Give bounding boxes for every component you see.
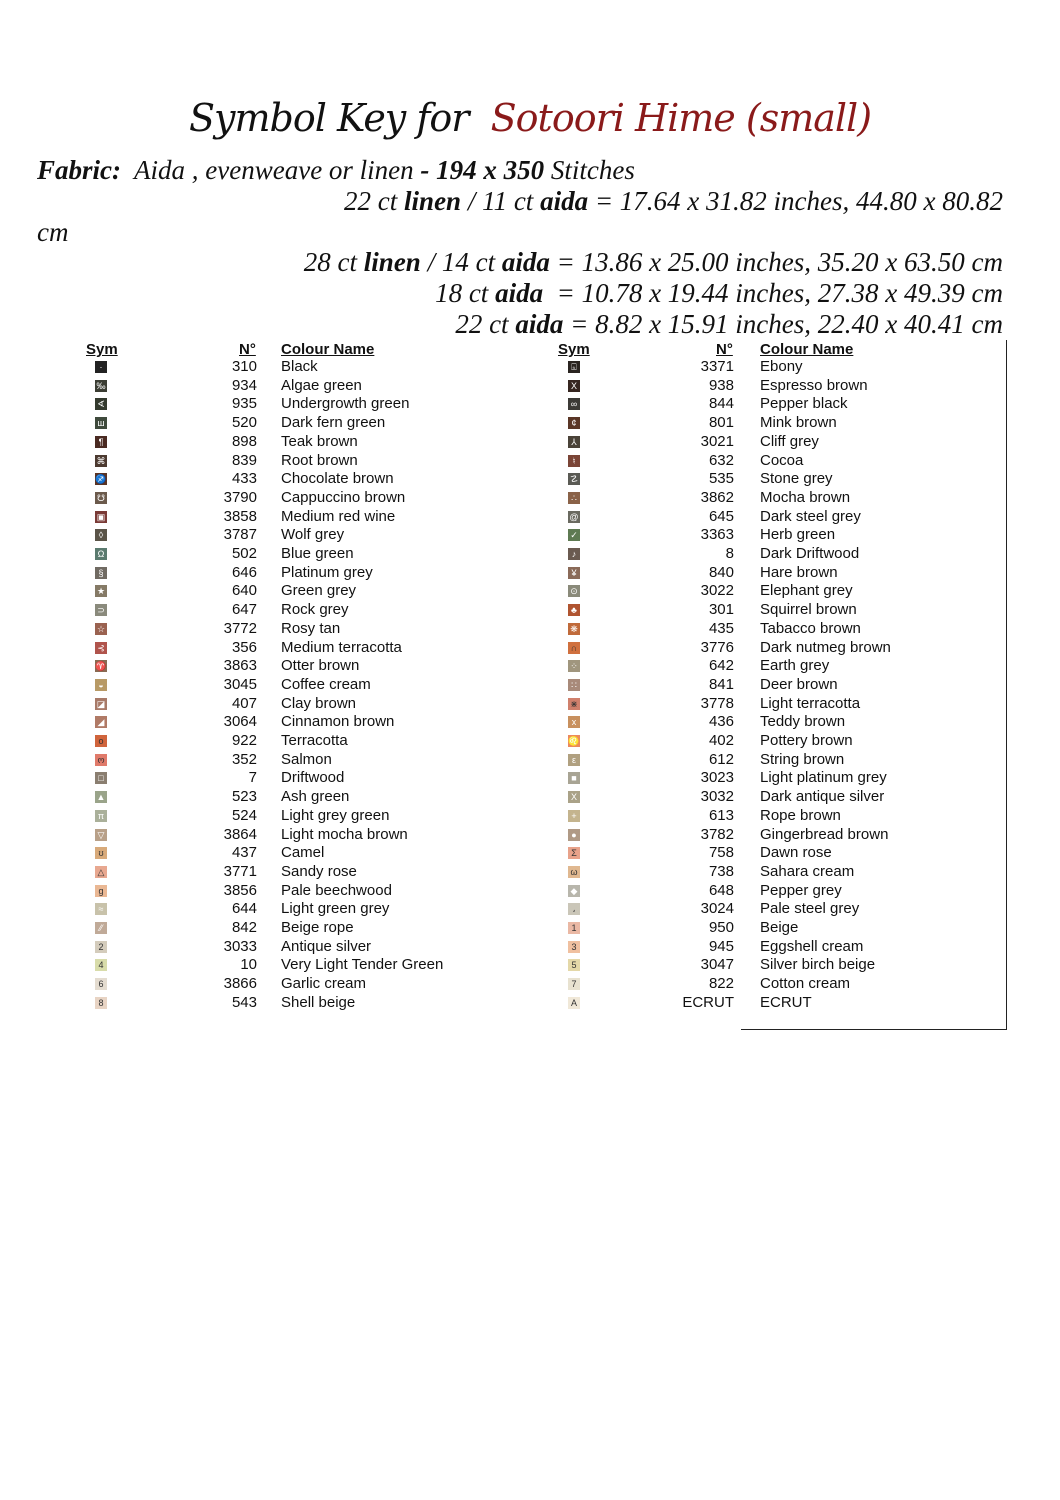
colour-name: Salmon: [281, 750, 332, 768]
thread-number: 3778: [700, 694, 734, 712]
symbol-swatch: ¢: [568, 417, 580, 429]
thread-number: 352: [231, 750, 257, 768]
colour-name: Espresso brown: [760, 376, 868, 394]
thread-number: 3021: [700, 432, 734, 450]
table-row: [0, 826, 1060, 845]
table-row: [0, 470, 1060, 489]
colour-name: Undergrowth green: [281, 395, 410, 413]
thread-number: 3858: [223, 507, 257, 525]
fabric-dash: -: [420, 155, 430, 185]
thread-number: ECRUT: [682, 993, 734, 1011]
thread-number: 839: [231, 451, 257, 469]
table-row: [0, 377, 1060, 396]
thread-number: 642: [708, 657, 734, 675]
table-row: [0, 508, 1060, 527]
dimension-part: aida: [515, 309, 564, 339]
dimension-part: = 8.82 x 15.91 inches, 22.40 x 40.41 cm: [563, 309, 1003, 339]
dimension-part: / 11 ct: [461, 186, 541, 216]
symbol-swatch: 3: [568, 941, 580, 953]
symbol-swatch: ■: [568, 772, 580, 784]
symbol-swatch: X: [568, 380, 580, 392]
colour-name: Rosy tan: [281, 619, 341, 637]
symbol-swatch: ☋: [97, 492, 105, 503]
colour-name: Light grey green: [281, 806, 390, 824]
thread-number: 3863: [223, 657, 257, 675]
symbol-swatch: ♮: [568, 455, 580, 467]
symbol-swatch: ⊰: [95, 642, 107, 654]
fabric-label: Fabric:: [37, 155, 121, 185]
table-row: [0, 582, 1060, 601]
dimension-line: [455, 309, 1003, 339]
symbol-swatch: Σ: [568, 847, 580, 859]
symbol-swatch: 1: [568, 922, 580, 934]
thread-number: 801: [708, 414, 734, 432]
symbol-swatch: ʊ: [95, 847, 107, 859]
colour-name: Light platinum grey: [760, 769, 887, 787]
colour-name: Blue green: [281, 545, 354, 562]
thread-number: 644: [231, 900, 257, 918]
dimension-part: linen: [363, 247, 421, 277]
colour-name: Dark fern green: [281, 414, 386, 432]
colour-name: Ash green: [281, 788, 350, 806]
colour-name: Gingerbread brown: [760, 825, 889, 843]
symbol-swatch: ▣: [96, 511, 106, 522]
symbol-swatch: ⁄⁄: [95, 922, 107, 934]
thread-number: 3864: [223, 825, 257, 843]
table-row: [0, 676, 1060, 695]
table-row: [0, 452, 1060, 471]
thread-number: 3064: [223, 713, 257, 731]
thread-number: 3787: [223, 526, 257, 544]
symbol-swatch: ▲: [96, 792, 106, 803]
colour-name: Very Light Tender Green: [281, 956, 444, 974]
colour-name: Algae green: [281, 376, 362, 394]
table-row: [0, 994, 1060, 1013]
table-row: [0, 882, 1060, 901]
thread-number: 645: [708, 507, 734, 525]
dimension-part: aida: [540, 186, 589, 216]
colour-name: Teak brown: [281, 432, 358, 450]
thread-number: 433: [231, 470, 257, 488]
colour-name: Earth grey: [760, 657, 830, 675]
colour-name: Mocha brown: [760, 488, 851, 506]
colour-name: Camel: [281, 844, 325, 862]
table-row: [0, 769, 1060, 788]
thread-number: 738: [708, 862, 734, 880]
symbol-swatch: ш: [95, 417, 107, 429]
colour-name: Wolf grey: [281, 526, 345, 544]
thread-number: 945: [708, 937, 734, 955]
thread-number: 3371: [700, 358, 734, 375]
symbol-swatch: ♐: [95, 474, 107, 485]
colour-name: Cliff grey: [760, 432, 819, 450]
colour-name: Coffee cream: [281, 675, 371, 693]
table-row: [0, 938, 1060, 957]
thread-number: 10: [240, 956, 257, 974]
dimension-part: 28 ct: [303, 247, 364, 277]
thread-number: 407: [231, 694, 257, 712]
colour-name: Light terracotta: [760, 694, 861, 712]
symbol-swatch: ◆: [568, 885, 580, 897]
thread-number: 922: [231, 732, 257, 749]
colour-name: Squirrel brown: [760, 601, 857, 619]
colour-name: Otter brown: [281, 657, 360, 675]
dimension-part: aida: [495, 278, 544, 308]
symbol-swatch: ∴: [568, 492, 580, 504]
symbol-swatch: §: [95, 567, 107, 579]
dimension-part: = 17.64 x 31.82 inches, 44.80 x 80.82: [588, 186, 1003, 216]
dimension-line: [304, 247, 1003, 277]
table-border: [741, 1029, 1007, 1030]
symbol-swatch: o: [95, 735, 107, 747]
colour-name: Cappuccino brown: [281, 488, 406, 506]
table-row: [0, 601, 1060, 620]
colour-name: Platinum grey: [281, 563, 373, 581]
symbol-swatch: □: [95, 772, 107, 784]
thread-number: 402: [708, 732, 734, 749]
symbol-swatch: ✓: [568, 529, 580, 541]
colour-name: Chocolate brown: [281, 470, 394, 488]
table-row: [0, 395, 1060, 414]
symbol-swatch: ≈: [95, 903, 107, 915]
table-row: [0, 751, 1060, 770]
symbol-swatch: 4: [95, 959, 107, 971]
thread-number: 523: [231, 788, 257, 806]
colour-name: Silver birch beige: [760, 956, 876, 974]
symbol-swatch: ‰: [96, 380, 106, 391]
thread-number: 3772: [223, 619, 257, 637]
colour-name: Cotton cream: [760, 975, 851, 993]
thread-number: 301: [708, 601, 734, 619]
thread-number: 938: [708, 376, 734, 394]
symbol-swatch: ♌: [568, 736, 580, 746]
colour-name: Cinnamon brown: [281, 713, 395, 731]
header-sym: Sym: [558, 341, 590, 358]
symbol-swatch: ∷: [568, 679, 580, 691]
thread-number: 612: [708, 750, 734, 768]
stitch-unit: Stitches: [550, 155, 635, 185]
table-row: [0, 358, 1060, 377]
thread-number: 535: [708, 470, 734, 488]
symbol-swatch: π: [95, 810, 107, 822]
dimension-part: = 10.78 x 19.44 inches, 27.38 x 49.39 cm: [543, 278, 1003, 308]
thread-number: 935: [231, 395, 257, 413]
table-row: [0, 695, 1060, 714]
symbol-swatch: ⊃: [95, 604, 107, 616]
symbol-swatch: ¶: [95, 436, 107, 448]
symbol-swatch: ∢: [95, 398, 107, 410]
symbol-swatch: ⊙: [568, 585, 580, 597]
dimension-part: 22 ct: [455, 309, 516, 339]
symbol-swatch: ω: [568, 866, 580, 878]
thread-number: 844: [708, 395, 734, 413]
dimension-part: 22 ct: [344, 186, 405, 216]
table-row: [0, 414, 1060, 433]
symbol-swatch: ☡: [569, 474, 579, 485]
colour-name: Sandy rose: [281, 862, 357, 880]
symbol-swatch: ∞: [568, 398, 580, 410]
thread-number: 646: [231, 563, 257, 581]
colour-name: Root brown: [281, 451, 358, 469]
table-row: [0, 900, 1060, 919]
thread-number: 543: [231, 993, 257, 1011]
table-row: [0, 844, 1060, 863]
thread-number: 3776: [700, 638, 734, 656]
thread-number: 648: [708, 881, 734, 899]
fabric-types: Aida , evenweave or linen: [134, 155, 414, 185]
table-row: [0, 956, 1060, 975]
colour-name: Light green grey: [281, 900, 390, 918]
thread-number: 502: [231, 545, 257, 562]
thread-number: 7: [248, 769, 257, 787]
colour-name: Beige: [760, 919, 799, 936]
symbol-swatch: 2: [95, 941, 107, 953]
symbol-swatch: ·: [95, 361, 107, 373]
symbol-swatch: ⋇: [568, 698, 580, 710]
symbol-swatch: ◊: [95, 529, 107, 541]
colour-name: Pale beechwood: [281, 881, 392, 899]
colour-name: Cocoa: [760, 451, 804, 469]
symbol-swatch: ⌺: [568, 361, 580, 373]
thread-number: 950: [708, 919, 734, 936]
thread-number: 3047: [700, 956, 734, 974]
thread-number: 310: [231, 358, 257, 375]
thread-number: 3862: [700, 488, 734, 506]
colour-name: Teddy brown: [760, 713, 846, 731]
header-num: N°: [716, 341, 733, 358]
thread-number: 613: [708, 806, 734, 824]
thread-number: 3856: [223, 881, 257, 899]
table-row: [0, 713, 1060, 732]
thread-number: 3045: [223, 675, 257, 693]
table-row: [0, 975, 1060, 994]
dimension-line: [344, 186, 1003, 216]
dimension-part: aida: [501, 247, 550, 277]
colour-name: Pottery brown: [760, 732, 853, 749]
colour-name: Clay brown: [281, 694, 357, 712]
symbol-swatch: ⅄: [568, 436, 580, 448]
table-row: [0, 545, 1060, 564]
symbol-swatch: ♈: [95, 661, 107, 672]
colour-name: Pepper grey: [760, 881, 842, 899]
header-name: Colour Name: [281, 341, 375, 358]
symbol-swatch: ♣: [568, 604, 580, 616]
symbol-swatch: g: [95, 885, 107, 897]
colour-name: Mink brown: [760, 414, 837, 432]
thread-number: 3033: [223, 937, 257, 955]
table-row: [0, 433, 1060, 452]
colour-name: Elephant grey: [760, 582, 853, 600]
table-border: [1006, 340, 1007, 1030]
symbol-swatch: 5: [568, 959, 580, 971]
colour-name: Terracotta: [281, 732, 348, 749]
colour-name: Eggshell cream: [760, 937, 864, 955]
colour-name: Rope brown: [760, 806, 841, 824]
symbol-swatch: ⌘: [96, 455, 106, 466]
symbol-swatch: △: [95, 866, 107, 878]
colour-name: Deer brown: [760, 675, 838, 693]
symbol-swatch: ♪: [568, 548, 580, 560]
table-row: [0, 732, 1060, 751]
dimension-part: / 14 ct: [420, 247, 502, 277]
table-row: [0, 657, 1060, 676]
symbol-swatch: ▽: [95, 829, 107, 841]
symbol-swatch: ❋: [568, 623, 580, 635]
table-row: [0, 526, 1060, 545]
thread-number: 647: [231, 601, 257, 619]
wrap-text: cm: [37, 217, 69, 247]
symbol-swatch: ◒: [95, 679, 107, 691]
symbol-swatch: ∩: [568, 642, 580, 654]
thread-number: 3023: [700, 769, 734, 787]
symbol-swatch: 7: [568, 978, 580, 990]
thread-number: 356: [231, 638, 257, 656]
symbol-swatch: @: [569, 511, 579, 522]
table-row: [0, 863, 1060, 882]
colour-name: Sahara cream: [760, 862, 855, 880]
symbol-swatch: ★: [96, 586, 106, 597]
thread-number: 3024: [700, 900, 734, 918]
title-prefix: Symbol Key for: [188, 96, 469, 140]
colour-name: Antique silver: [281, 937, 372, 955]
symbol-swatch: ●: [568, 829, 580, 841]
colour-name: Medium terracotta: [281, 638, 402, 656]
thread-number: 436: [708, 713, 734, 731]
thread-number: 8: [725, 545, 734, 562]
symbol-swatch: ε: [568, 754, 580, 766]
thread-number: 524: [231, 806, 257, 824]
stitch-size: 194 x 350: [436, 155, 545, 185]
thread-number: 520: [231, 414, 257, 432]
colour-name: Dawn rose: [760, 844, 832, 862]
colour-name: Pepper black: [760, 395, 848, 413]
colour-name: Black: [281, 358, 318, 375]
table-row: [0, 620, 1060, 639]
symbol-swatch: ო: [95, 754, 107, 766]
table-row: [0, 564, 1060, 583]
colour-name: Dark steel grey: [760, 507, 861, 525]
thread-number: 3032: [700, 788, 734, 806]
dimension-part: 18 ct: [435, 278, 496, 308]
symbol-swatch: ◢: [95, 716, 107, 728]
symbol-swatch: x: [568, 716, 580, 728]
colour-name: Medium red wine: [281, 507, 396, 525]
colour-name: Rock grey: [281, 601, 349, 619]
colour-name: Green grey: [281, 582, 357, 600]
colour-name: Beige rope: [281, 919, 354, 936]
symbol-swatch: ¥: [568, 567, 580, 579]
colour-name: Tabacco brown: [760, 619, 861, 637]
colour-name: ECRUT: [760, 993, 812, 1011]
colour-name: Hare brown: [760, 563, 838, 581]
symbol-swatch: ☆: [96, 623, 106, 634]
thread-number: 840: [708, 563, 734, 581]
thread-number: 841: [708, 675, 734, 693]
colour-name: Ebony: [760, 358, 803, 375]
colour-name: Light mocha brown: [281, 825, 408, 843]
header-num: N°: [239, 341, 256, 358]
thread-number: 3782: [700, 825, 734, 843]
thread-number: 3022: [700, 582, 734, 600]
thread-number: 640: [231, 582, 257, 600]
header-name: Colour Name: [760, 341, 854, 358]
thread-number: 3771: [223, 862, 257, 880]
table-row: [0, 919, 1060, 938]
dimension-line: [435, 278, 1003, 308]
symbol-swatch: 8: [95, 997, 107, 1009]
thread-number: 3363: [700, 526, 734, 544]
symbol-swatch: +: [568, 810, 580, 822]
colour-name: Stone grey: [760, 470, 833, 488]
table-row: [0, 639, 1060, 658]
colour-name: Herb green: [760, 526, 836, 544]
thread-number: 3790: [223, 488, 257, 506]
colour-name: Garlic cream: [281, 975, 367, 993]
symbol-swatch: A: [568, 997, 580, 1009]
thread-number: 3866: [223, 975, 257, 993]
symbol-swatch: ⁘: [568, 660, 580, 672]
symbol-swatch: 6: [95, 978, 107, 990]
colour-name: Dark antique silver: [760, 788, 885, 806]
colour-name: String brown: [760, 750, 845, 768]
colour-name: Driftwood: [281, 769, 345, 787]
table-row: [0, 807, 1060, 826]
pattern-name: Sotoori Hime (small): [490, 96, 872, 140]
colour-name: Pale steel grey: [760, 900, 860, 918]
thread-number: 822: [708, 975, 734, 993]
thread-number: 934: [231, 376, 257, 394]
table-row: [0, 489, 1060, 508]
page-title: [0, 96, 1060, 140]
thread-number: 758: [708, 844, 734, 862]
colour-name: Dark Driftwood: [760, 545, 860, 562]
header-sym: Sym: [86, 341, 118, 358]
thread-number: 898: [231, 432, 257, 450]
thread-number: 435: [708, 619, 734, 637]
symbol-swatch: Ω: [95, 548, 107, 560]
thread-number: 842: [231, 919, 257, 936]
dimension-part: linen: [404, 186, 462, 216]
fabric-line: [37, 155, 635, 185]
table-row: [0, 788, 1060, 807]
symbol-swatch: X: [568, 791, 580, 803]
thread-number: 632: [708, 451, 734, 469]
dimension-part: = 13.86 x 25.00 inches, 35.20 x 63.50 cm: [549, 247, 1003, 277]
symbol-swatch: ،: [568, 903, 580, 915]
thread-number: 437: [231, 844, 257, 862]
colour-name: Dark nutmeg brown: [760, 638, 891, 656]
colour-name: Shell beige: [281, 993, 356, 1011]
symbol-swatch: ◪: [96, 698, 106, 709]
